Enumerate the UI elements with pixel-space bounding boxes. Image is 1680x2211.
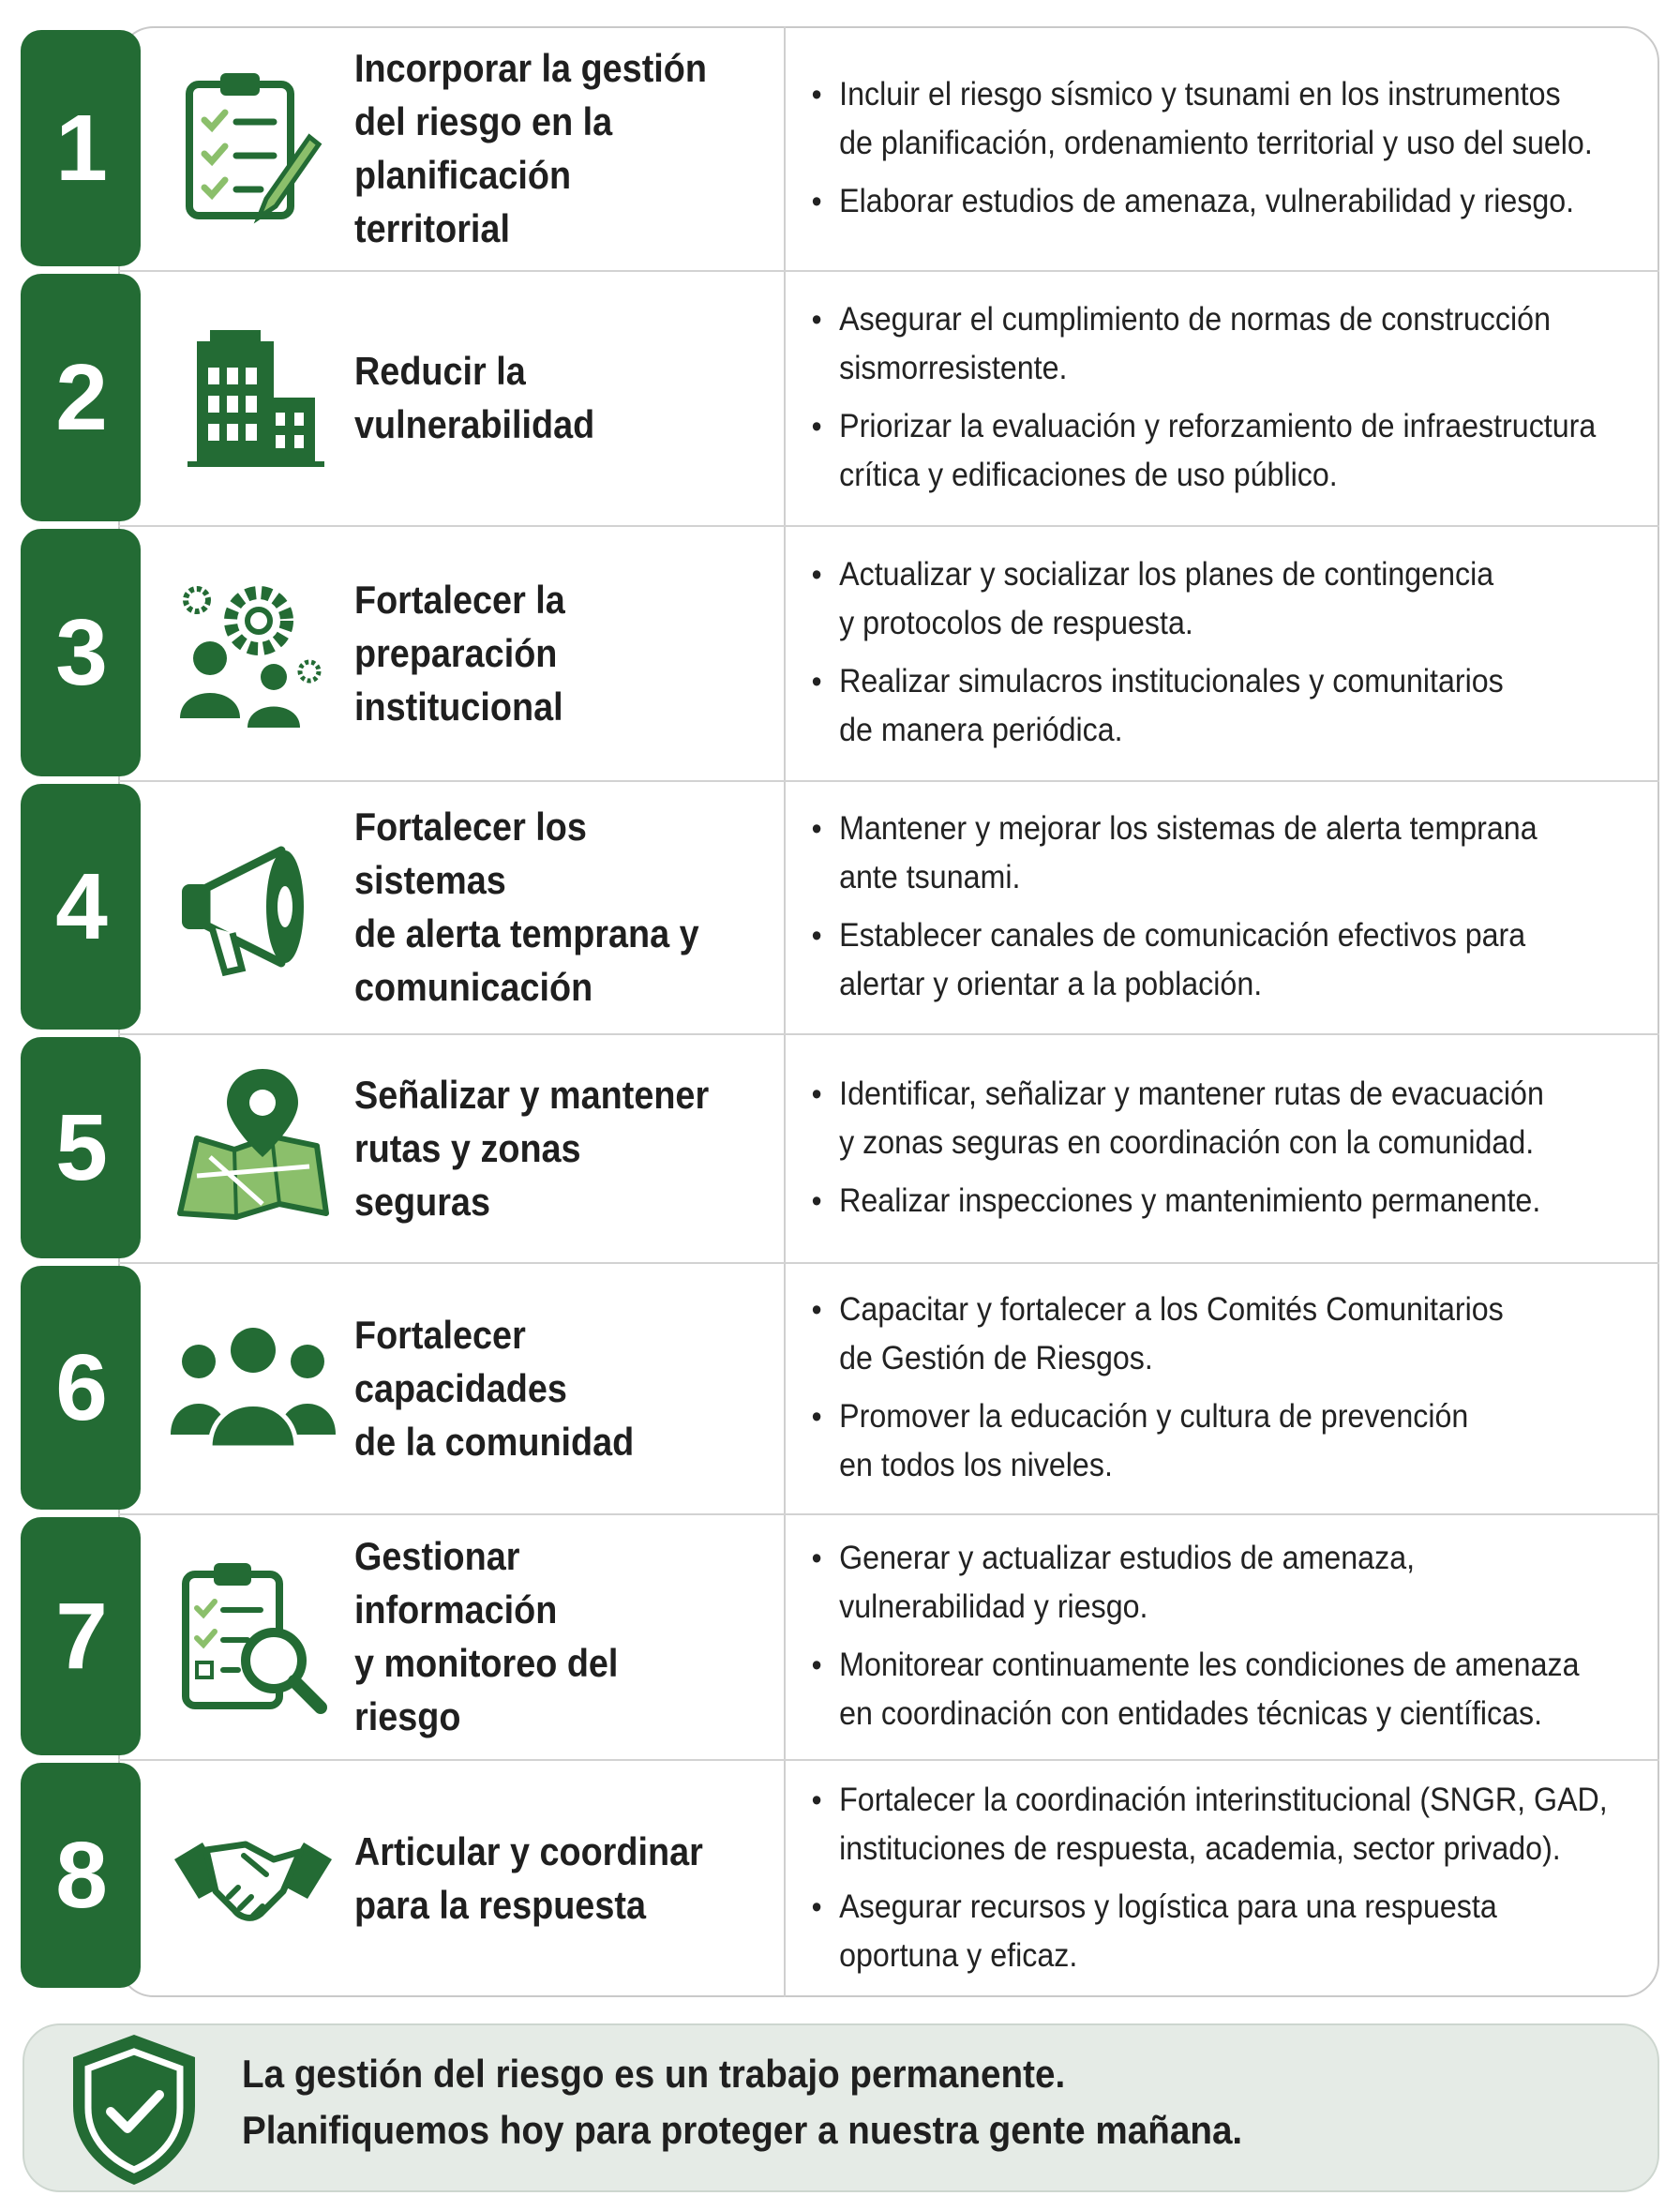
bullet-item (808, 1177, 1680, 1226)
bullet-item (808, 1070, 1680, 1167)
bullet-item (808, 1534, 1680, 1632)
row-title-line: Reducir la (354, 349, 526, 393)
bullet-text-line: • Generar y actualizar estudios de amenaza, (839, 1540, 1416, 1576)
row-number: 2 (55, 344, 106, 450)
row-title-line: de la comunidad (354, 1419, 635, 1464)
footer-message (242, 2046, 1536, 2158)
row-title-line: Señalizar y mantener (354, 1072, 710, 1117)
row-separator (118, 1033, 1659, 1035)
row-title-line: Incorporar la gestión (354, 46, 707, 90)
bullet-text-line: instituciones de respuesta, academia, sector privado). (839, 1830, 1561, 1867)
row-number: 8 (55, 1822, 106, 1928)
column-divider (784, 26, 786, 1997)
row-separator (118, 525, 1659, 527)
row-bullet-list (808, 70, 1642, 235)
row-title (354, 525, 717, 780)
row-separator (118, 1513, 1659, 1515)
bullet-text-line: • Realizar simulacros institucionales y comunitarios (839, 663, 1504, 699)
row-number: 4 (55, 853, 106, 959)
row-title (354, 270, 717, 525)
row-number-badge (21, 1037, 141, 1258)
row-title-line: institucional (354, 684, 563, 729)
row-bullet-list (808, 1286, 1642, 1499)
row-title (354, 1262, 717, 1513)
row-bullet-list (808, 1776, 1642, 1990)
row-separator (118, 270, 1659, 272)
row-title-line: rutas y zonas (354, 1125, 581, 1170)
row-title-line: Fortalecer la (354, 577, 565, 622)
bullet-text-line: • Mantener y mejorar los sistemas de alerta temprana (839, 810, 1538, 847)
map-pin-icon (169, 1063, 338, 1232)
bullet-text-line: y zonas seguras en coordinación con la comunidad. (839, 1124, 1535, 1161)
row-bullet-list (808, 1534, 1642, 1748)
bullet-item (808, 1776, 1680, 1873)
row-title (354, 1513, 717, 1759)
row-number: 1 (55, 95, 106, 201)
bullet-text-line: en coordinación con entidades técnicas y científicas. (839, 1695, 1543, 1732)
bullet-text-line: • Promover la educación y cultura de prevención (839, 1398, 1469, 1435)
bullet-text-line: • Monitorear continuamente les condiciones de amenaza (839, 1647, 1580, 1683)
row-bullet-list (808, 805, 1642, 1018)
bullet-item (808, 1641, 1680, 1738)
footer-line-1: La gestión del riesgo es un trabajo permanente. (242, 2052, 1066, 2096)
bullet-text-line: crítica y edificaciones de uso público. (839, 457, 1338, 493)
footer-line-2: Planifiquemos hoy para proteger a nuestra gente mañana. (242, 2108, 1243, 2152)
row-number-badge (21, 274, 141, 521)
row-bullet-list (808, 1070, 1642, 1235)
bullet-text-line: • Priorizar la evaluación y reforzamiento de infraestructura (839, 408, 1597, 444)
bullet-text-line: en todos los niveles. (839, 1447, 1113, 1483)
bullet-text-line: • Establecer canales de comunicación efectivos para (839, 917, 1526, 954)
row-title-line: para la respuesta (354, 1883, 646, 1927)
bullet-item (808, 1392, 1680, 1490)
row-separator (118, 1262, 1659, 1264)
row-number: 3 (55, 599, 106, 705)
row-title-line: del riesgo en la (354, 99, 613, 143)
bullet-item (808, 911, 1680, 1009)
bullet-item (808, 1883, 1680, 1980)
row-title-line: planificación territorial (354, 153, 572, 250)
bullet-text-line: • Elaborar estudios de amenaza, vulnerabilidad y riesgo. (839, 183, 1575, 219)
clipboard-magnifier-icon (169, 1552, 338, 1721)
bullet-text-line: de manera periódica. (839, 712, 1123, 748)
bullet-item (808, 402, 1680, 500)
bullet-text-line: • Actualizar y socializar los planes de contingencia (839, 556, 1494, 593)
bullet-item (808, 70, 1680, 168)
bullet-text-line: ante tsunami. (839, 859, 1021, 895)
row-title-line: preparación (354, 630, 558, 675)
row-number: 5 (55, 1094, 106, 1200)
bullet-text-line: • Incluir el riesgo sísmico y tsunami en los instrumentos (839, 76, 1561, 113)
row-number-badge (21, 1266, 141, 1510)
row-title (354, 780, 717, 1033)
bullet-text-line: alertar y orientar a la población. (839, 966, 1263, 1002)
community-group-icon (169, 1303, 338, 1472)
bullet-text-line: y protocolos de respuesta. (839, 605, 1193, 641)
row-title-line: Gestionar información (354, 1534, 558, 1632)
row-number-badge (21, 529, 141, 776)
row-title-line: seguras (354, 1179, 490, 1224)
row-number-badge (21, 1517, 141, 1755)
row-number-badge (21, 784, 141, 1030)
bullet-item (808, 657, 1680, 755)
row-title (354, 1759, 717, 1997)
bullet-text-line: • Asegurar el cumplimiento de normas de construcción (839, 301, 1551, 338)
clipboard-checklist-pencil-icon (169, 64, 338, 233)
row-title-line: de alerta temprana y (354, 911, 699, 955)
row-separator (118, 780, 1659, 782)
bullet-text-line: vulnerabilidad y riesgo. (839, 1588, 1148, 1625)
row-title-line: comunicación (354, 965, 593, 1009)
row-bullet-list (808, 550, 1642, 764)
bullet-text-line: • Identificar, señalizar y mantener rutas de evacuación (839, 1075, 1544, 1112)
row-number-badge (21, 30, 141, 266)
row-title (354, 26, 717, 270)
bullet-text-line: oportuna y eficaz. (839, 1937, 1078, 1974)
bullet-item (808, 295, 1680, 393)
bullet-text-line: de Gestión de Riesgos. (839, 1340, 1153, 1376)
row-title-line: Articular y coordinar (354, 1829, 703, 1873)
bullet-text-line: de planificación, ordenamiento territorial y uso del suelo. (839, 125, 1593, 161)
bullet-item (808, 177, 1680, 226)
bullet-text-line: sismorresistente. (839, 350, 1068, 386)
row-title-line: y monitoreo del riesgo (354, 1641, 619, 1738)
row-number: 7 (55, 1583, 106, 1689)
row-number-badge (21, 1763, 141, 1988)
row-title-line: Fortalecer los sistemas (354, 805, 587, 902)
row-bullet-list (808, 295, 1642, 509)
bullet-text-line: • Asegurar recursos y logística para una respuesta (839, 1888, 1497, 1925)
bullet-text-line: • Realizar inspecciones y mantenimiento permanente. (839, 1182, 1541, 1219)
row-title-line: vulnerabilidad (354, 402, 595, 446)
bullet-text-line: • Fortalecer la coordinación interinstitucional (SNGR, GAD, (839, 1782, 1608, 1818)
row-title (354, 1033, 717, 1262)
bullet-item (808, 805, 1680, 902)
buildings-icon (169, 313, 338, 482)
handshake-icon (169, 1794, 338, 1963)
megaphone-icon (169, 822, 338, 991)
row-number: 6 (55, 1334, 106, 1440)
people-gears-icon (169, 568, 338, 737)
row-separator (118, 1759, 1659, 1761)
bullet-item (808, 550, 1680, 648)
bullet-text-line: • Capacitar y fortalecer a los Comités Comunitarios (839, 1291, 1504, 1328)
shield-check-icon (64, 2029, 204, 2188)
row-title-line: Fortalecer capacidades (354, 1312, 567, 1410)
bullet-item (808, 1286, 1680, 1383)
